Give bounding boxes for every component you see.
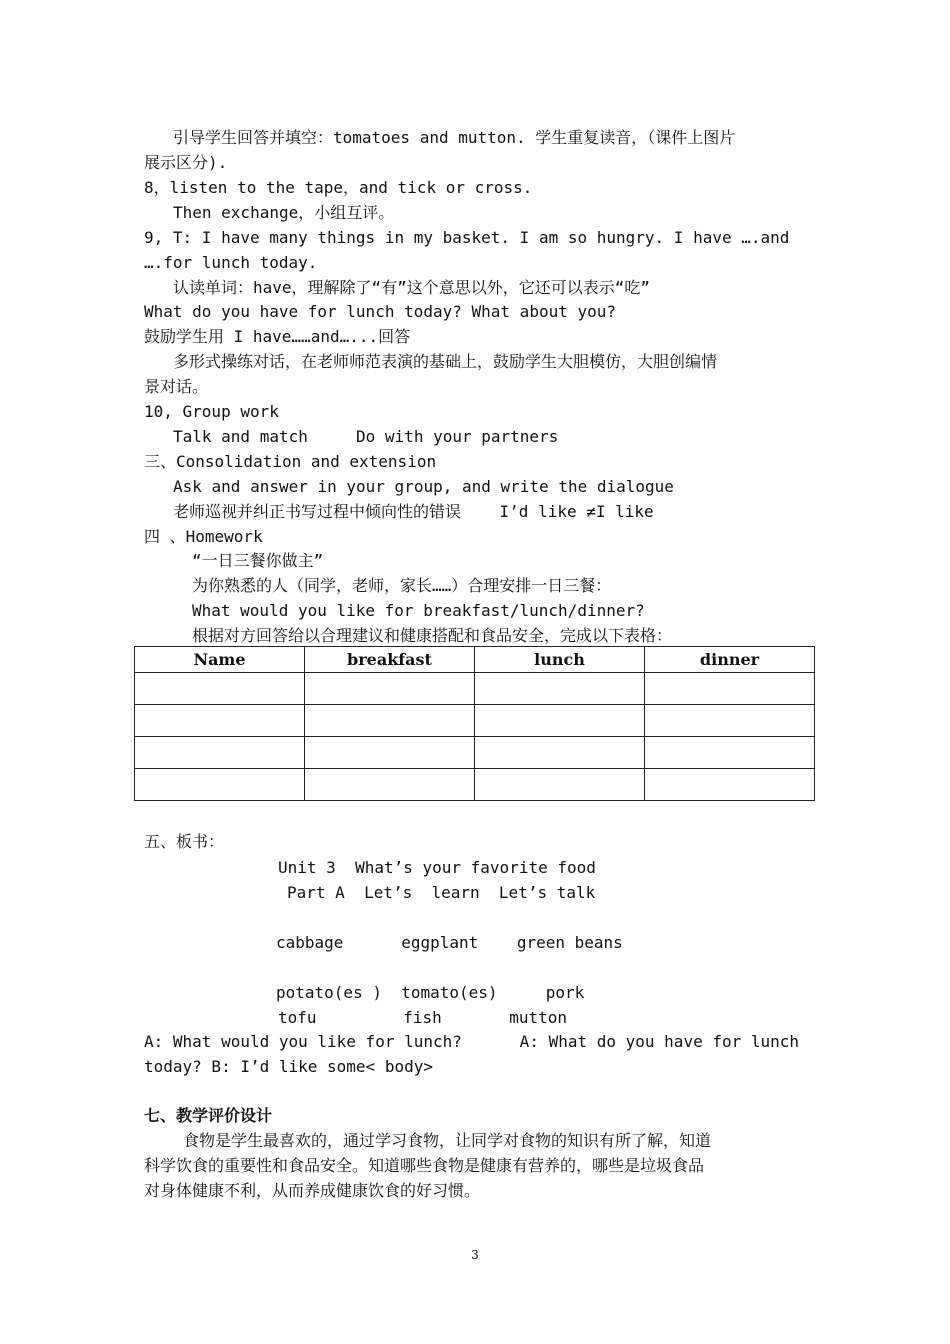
paragraph-line: 对身体健康不利，从而养成健康饮食的好习惯。 [144, 1181, 481, 1200]
table-cell [305, 673, 475, 705]
column-header: Name [135, 647, 305, 673]
board-dialog: A: What would you like for lunch? A: What do you have for lunch [144, 1032, 800, 1051]
table-cell [305, 737, 475, 769]
paragraph-line: 科学饮食的重要性和食品安全。知道哪些食物是健康有营养的，哪些是垃圾食品 [144, 1156, 705, 1175]
table-cell [645, 737, 815, 769]
board-title: Unit 3 What’s your favorite food [278, 858, 596, 877]
table-header-row [135, 647, 815, 673]
table-cell [645, 673, 815, 705]
text-line: Talk and match Do with your partners [173, 427, 559, 446]
table-cell [305, 769, 475, 801]
column-header: lunch [475, 647, 645, 673]
table-row [135, 673, 815, 705]
board-dialog: today? B: I’d like some< body> [144, 1057, 433, 1076]
column-header: breakfast [305, 647, 475, 673]
table-row [135, 705, 815, 737]
table-cell [475, 737, 645, 769]
text-line: 展示区分). [144, 153, 228, 172]
table-cell [475, 705, 645, 737]
page-number: 3 [471, 1248, 479, 1262]
meal-plan-table [134, 646, 815, 801]
text-line: Then exchange，小组互评。 [173, 203, 395, 222]
table-row [135, 737, 815, 769]
text-line: “一日三餐你做主” [192, 551, 324, 570]
board-heading: 五、板书： [144, 832, 225, 851]
board-subtitle: Part A Let’s learn Let’s talk [287, 883, 596, 902]
section-heading: 四 、Homework [144, 527, 263, 546]
table-cell [645, 769, 815, 801]
section-heading: 三、Consolidation and extension [144, 452, 437, 471]
table-cell [135, 705, 305, 737]
section-heading: 七、教学评价设计 [144, 1106, 273, 1125]
board-vocab-row: potato(es ) tomato(es) pork [276, 983, 585, 1002]
text-line: 景对话。 [144, 377, 209, 396]
paragraph-line: 食物是学生最喜欢的，通过学习食物，让同学对食物的知识有所了解，知道 [183, 1131, 712, 1150]
board-vocab-row: cabbage eggplant green beans [276, 933, 623, 952]
table-cell [135, 673, 305, 705]
text-line: What do you have for lunch today? What about you? [144, 302, 617, 321]
text-line: 引导学生回答并填空：tomatoes and mutton. 学生重复读音，（课件上图片 [173, 128, 736, 147]
text-line: 9, T: I have many things in my basket. I am so hungry. I have ….and [144, 228, 790, 247]
column-header: dinner [645, 647, 815, 673]
table-cell [645, 705, 815, 737]
table-cell [475, 673, 645, 705]
text-line: 多形式操练对话，在老师师范表演的基础上，鼓励学生大胆模仿，大胆创编情 [173, 352, 718, 371]
text-line: 8，listen to the tape，and tick or cross. [144, 178, 533, 197]
text-line: What would you like for breakfast/lunch/dinner? [192, 601, 645, 620]
table-cell [135, 769, 305, 801]
text-line: 根据对方回答给以合理建议和健康搭配和食品安全，完成以下表格： [192, 626, 673, 645]
text-line: 10, Group work [144, 402, 279, 421]
text-line: 老师巡视并纠正书写过程中倾向性的错误 I’d like ≠I like [173, 502, 654, 521]
table-cell [475, 769, 645, 801]
text-line: ….for lunch today. [144, 253, 318, 272]
text-line: 为你熟悉的人（同学，老师，家长……）合理安排一日三餐： [192, 576, 612, 595]
text-line: Ask and answer in your group, and write the dialogue [173, 477, 674, 496]
table-row [135, 769, 815, 801]
text-line: 鼓励学生用 I have……and…...回答 [144, 327, 411, 346]
table-cell [135, 737, 305, 769]
board-vocab-row: tofu fish mutton [278, 1008, 567, 1027]
table-cell [305, 705, 475, 737]
text-line: 认读单词：have，理解除了“有”这个意思以外，它还可以表示“吃” [173, 278, 651, 297]
